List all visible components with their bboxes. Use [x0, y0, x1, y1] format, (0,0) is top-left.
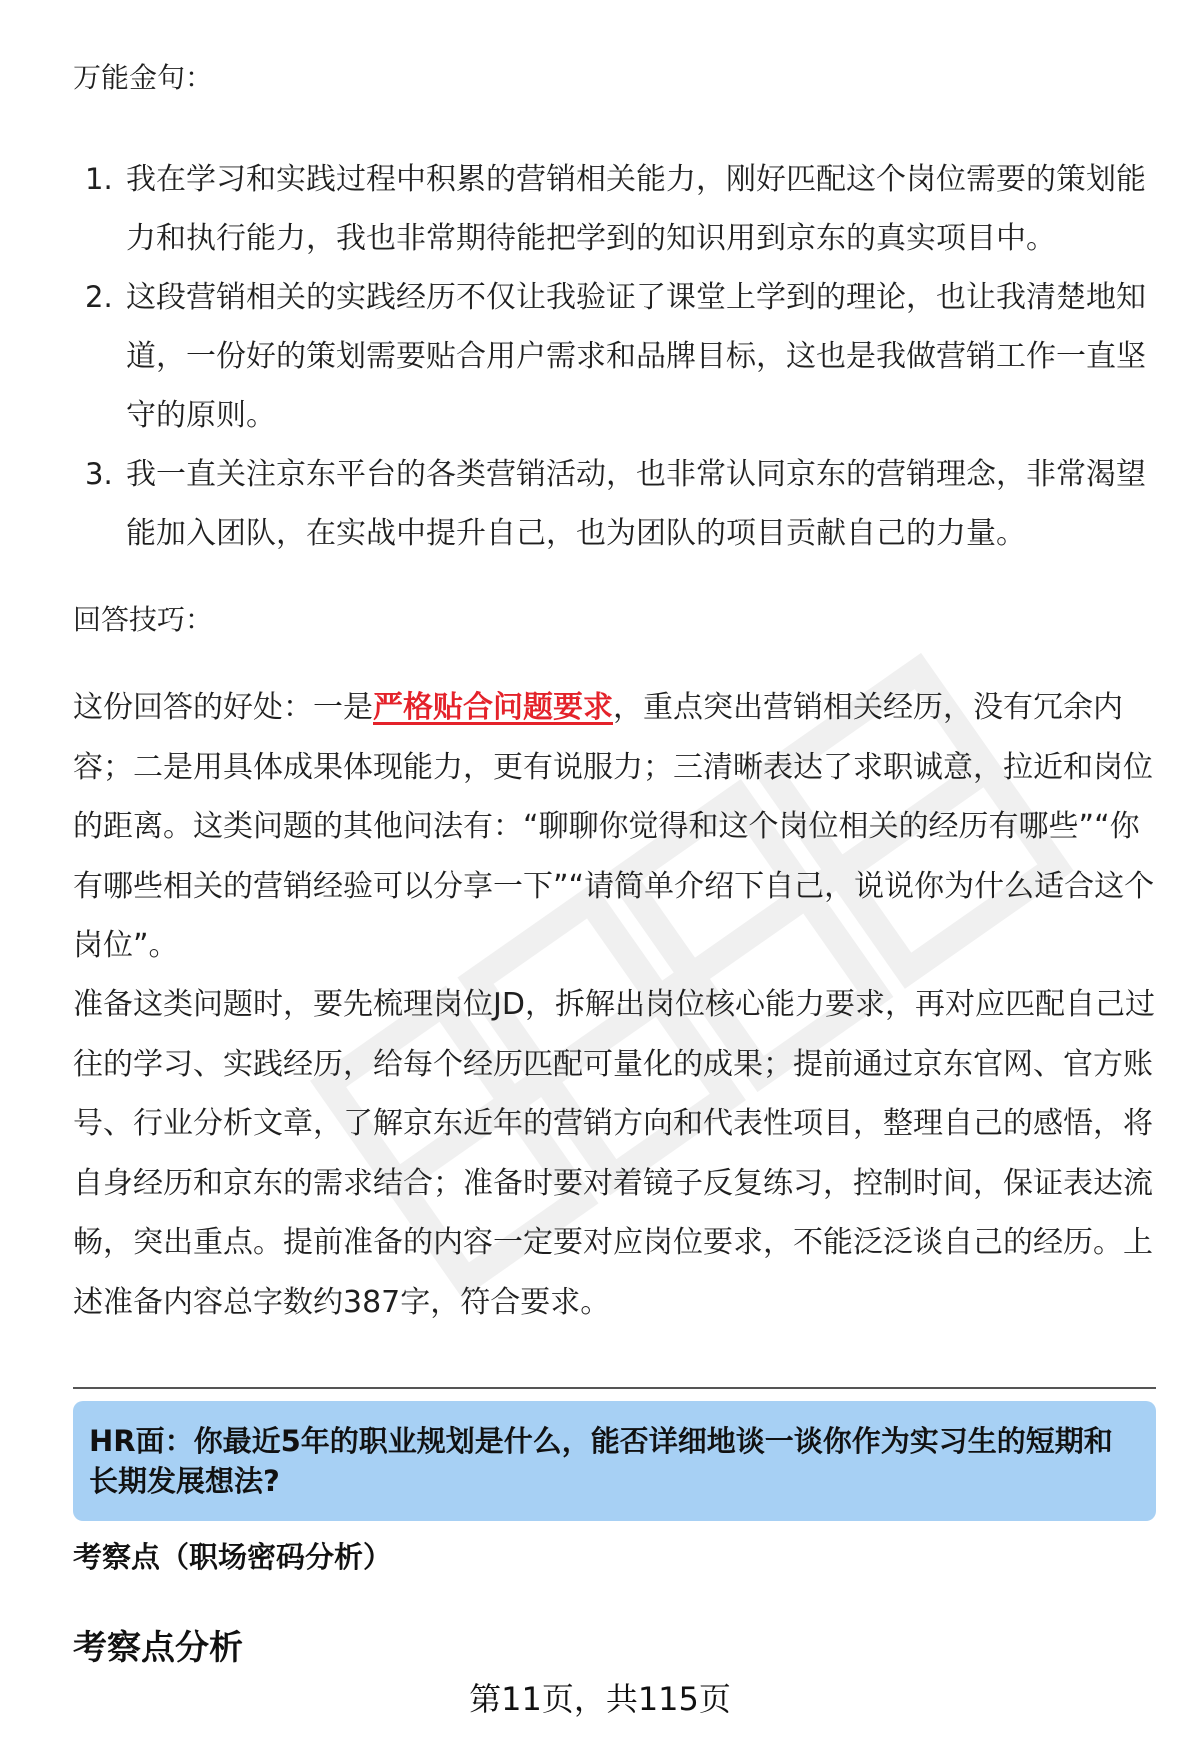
- tips-paragraph: [73, 678, 1163, 976]
- list-number: 2.: [85, 280, 113, 314]
- preparation-paragraph: 准备这类问题时，要先梳理岗位JD，拆解出岗位核心能力要求，再对应匹配自己过往的学习、实践经历，给每个经历匹配可量化的成果；提前通过京东官网、官方账号、行业分析文章，了解京东近年的营销方向和代表性项目，整理自己的感悟，将自身经历和京东的需求结合；准备时要对着镜子反复练习，控制时间，保证表达流畅，突出重点。提前准备的内容一定要对应岗位要求，不能泛泛谈自己的经历。上述准备内容总字数约387字，符合要求。: [73, 987, 1155, 1320]
- highlighted-phrase: 严格贴合问题要求: [373, 690, 613, 725]
- list-number: 1.: [85, 162, 113, 196]
- tips-paragraph-prefix: 这份回答的好处：一是: [73, 690, 373, 725]
- tips-paragraph-rest: ，重点突出营销相关经历，没有冗余内容；二是用具体成果体现能力，更有说服力；三清晰表达了求职诚意，拉近和岗位的距离。这类问题的其他问法有：“聊聊你觉得和这个岗位相关的经历有哪些”“你有哪些相关的营销经验可以分享一下”“请简单介绍下自己，说说你为什么适合这个岗位”。: [73, 690, 1155, 963]
- list-item: [73, 268, 1153, 445]
- page-number-footer: 第11页，共115页: [469, 1680, 731, 1718]
- sub-heading: 考察点（职场密码分析）: [73, 1540, 393, 1574]
- question-box: HR面：你最近5年的职业规划是什么，能否详细地谈一谈你作为实习生的短期和长期发展想法?: [73, 1401, 1156, 1521]
- list-item-text: 这段营销相关的实践经历不仅让我验证了课堂上学到的理论，也让我清楚地知道，一份好的策划需要贴合用户需求和品牌目标，这也是我做营销工作一直坚守的原则。: [126, 280, 1146, 433]
- list-item-text: 我在学习和实践过程中积累的营销相关能力，刚好匹配这个岗位需要的策划能力和执行能力，我也非常期待能把学到的知识用到京东的真实项目中。: [126, 162, 1146, 256]
- section-heading-answer-tips: 回答技巧：: [73, 603, 214, 636]
- list-item: [73, 445, 1153, 563]
- list-number: 3.: [85, 457, 113, 491]
- list-item-text: 我一直关注京东平台的各类营销活动，也非常认同京东的营销理念，非常渴望能加入团队，在实战中提升自己，也为团队的项目贡献自己的力量。: [126, 457, 1146, 551]
- section-heading: 考察点分析: [73, 1628, 243, 1668]
- divider-line: [73, 1387, 1156, 1389]
- list-item: [73, 150, 1153, 268]
- golden-sentence-list: [73, 150, 1153, 563]
- section-heading-golden-sentences: 万能金句：: [73, 61, 214, 94]
